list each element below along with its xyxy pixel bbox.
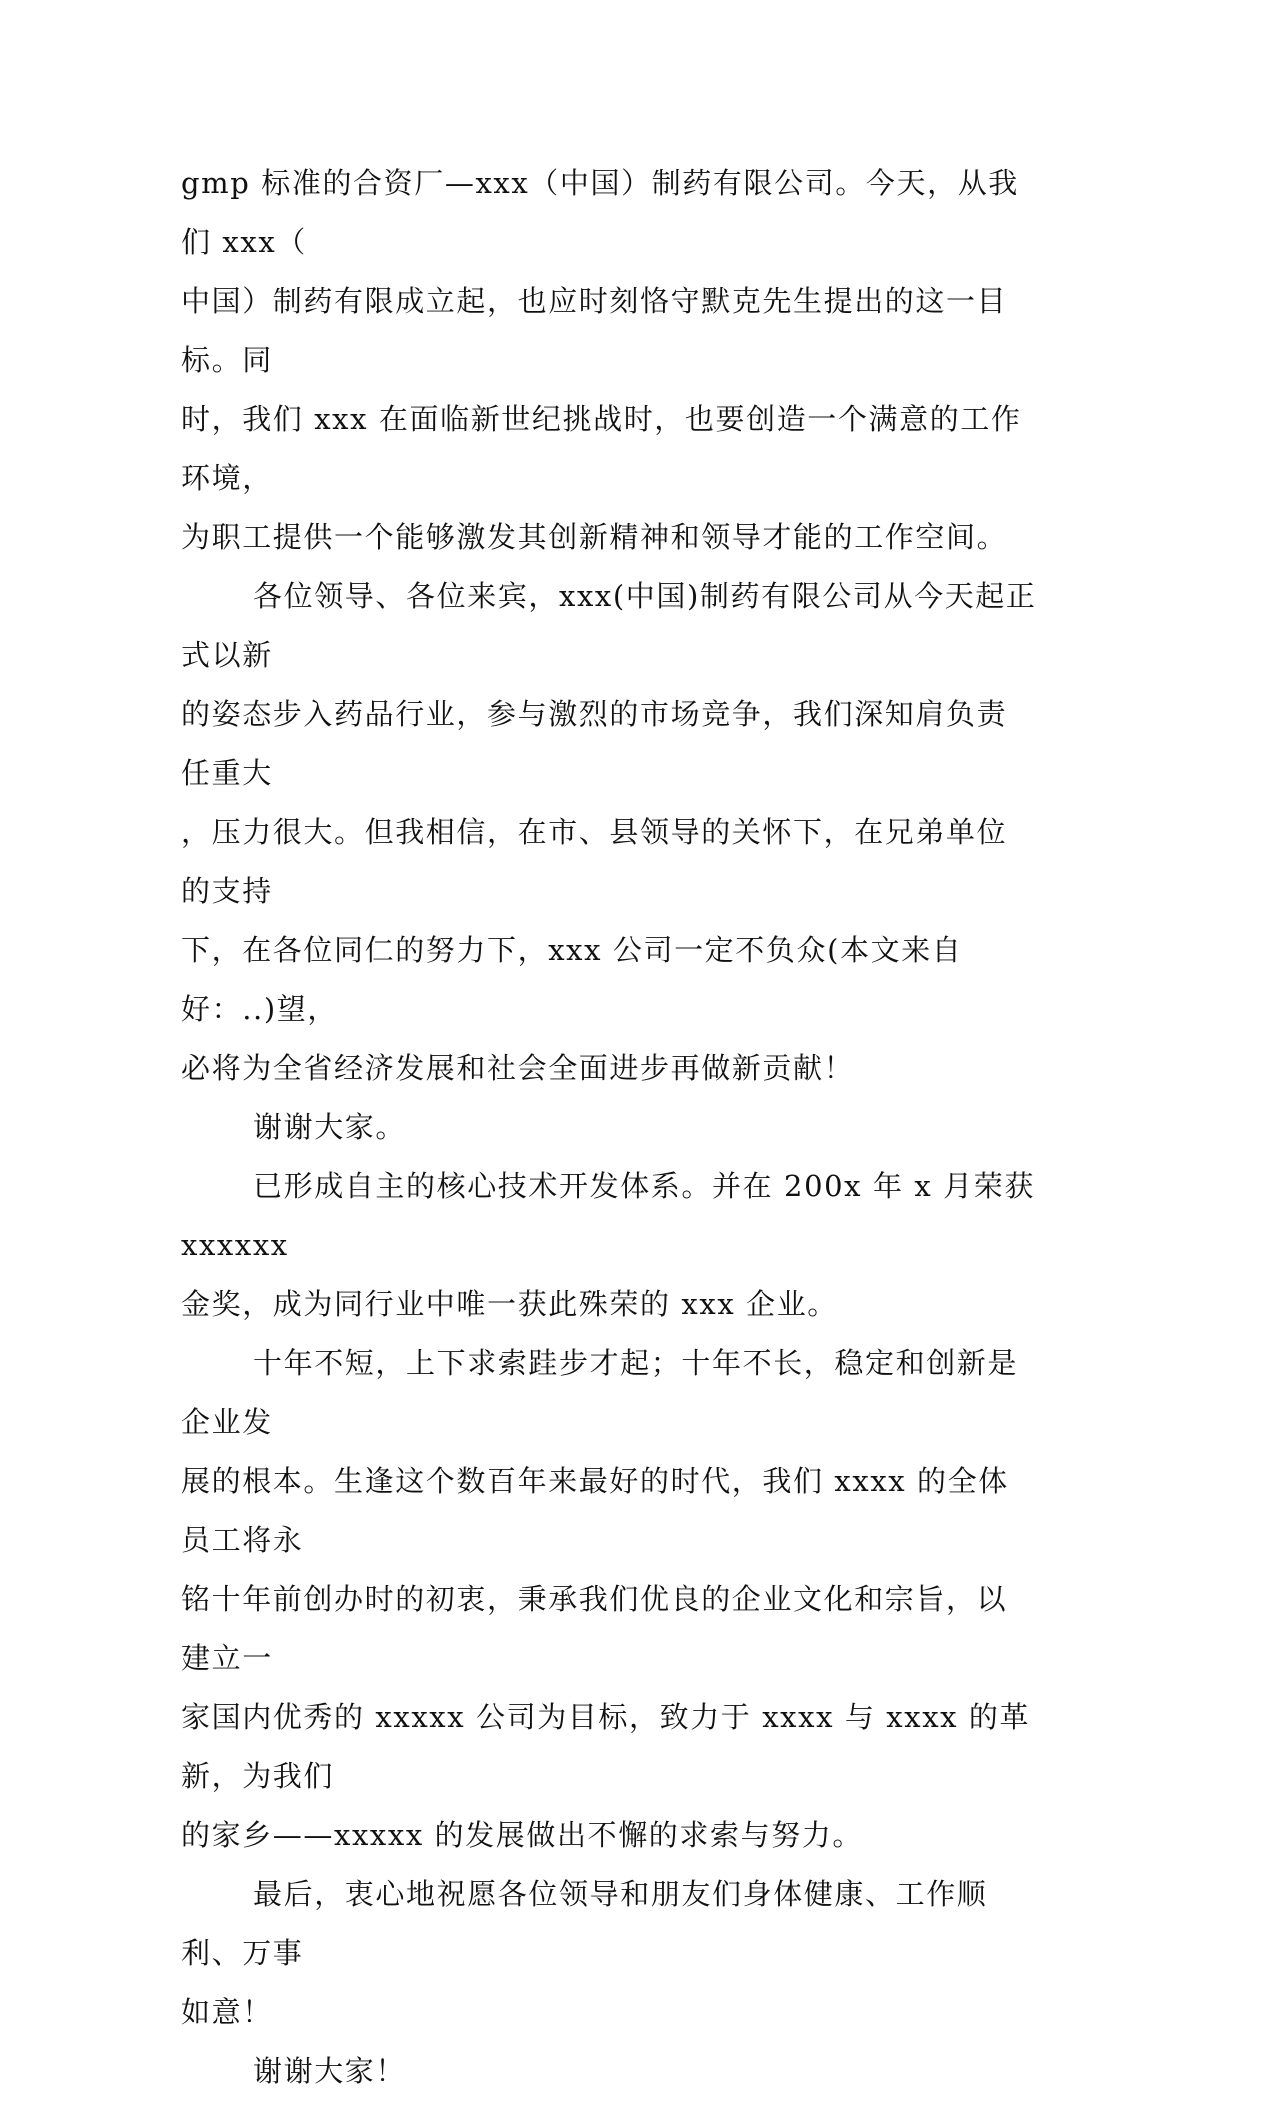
text-line: 的家乡——xxxxx 的发展做出不懈的求索与努力。: [181, 1818, 863, 1852]
paragraph-5: [181, 1334, 1037, 1865]
document-body: [181, 154, 1037, 2101]
text-line: 为职工提供一个能够激发其创新精神和领导才能的工作空间。: [181, 520, 1008, 554]
text-line: 展的根本。生逢这个数百年来最好的时代，我们 xxxx 的全体员工将永: [181, 1464, 1009, 1557]
paragraph-7: [181, 2042, 1037, 2101]
paragraph-4: [181, 1157, 1037, 1334]
text-line: 最后，衷心地祝愿各位领导和朋友们身体健康、工作顺利、万事: [181, 1877, 988, 1970]
text-line: 金奖，成为同行业中唯一获此殊荣的 xxx 企业。: [181, 1287, 838, 1321]
paragraph-1: [181, 154, 1037, 567]
text-line: 如意！: [181, 1995, 273, 2029]
text-line: 的姿态步入药品行业，参与激烈的市场竞争，我们深知肩负责任重大: [181, 697, 1008, 790]
text-line: 铭十年前创办时的初衷，秉承我们优良的企业文化和宗旨，以建立一: [181, 1582, 1008, 1675]
paragraph-3: [181, 1098, 1037, 1157]
text-line: 各位领导、各位来宾，xxx(中国)制药有限公司从今天起正式以新: [181, 579, 1037, 672]
text-line: 家国内优秀的 xxxxx 公司为目标，致力于 xxxx 与 xxxx 的革新，为我们: [181, 1700, 1031, 1793]
paragraph-2: [181, 567, 1037, 1098]
text-line: 已形成自主的核心技术开发体系。并在 200x 年 x 月荣获 xxxxxx: [181, 1169, 1035, 1262]
paragraph-6: [181, 1865, 1037, 2042]
text-line: ，压力很大。但我相信，在市、县领导的关怀下，在兄弟单位的支持: [181, 815, 1008, 908]
text-line: gmp 标准的合资厂—xxx（中国）制药有限公司。今天，从我们 xxx（: [181, 166, 1019, 259]
text-line: 下，在各位同仁的努力下，xxx 公司一定不负众(本文来自好：..)望，: [181, 933, 963, 1026]
text-line: 时，我们 xxx 在面临新世纪挑战时，也要创造一个满意的工作环境，: [181, 402, 1022, 495]
text-line: 十年不短，上下求索跬步才起；十年不长，稳定和创新是企业发: [181, 1346, 1019, 1439]
text-line: 谢谢大家！: [253, 2054, 407, 2088]
text-line: 必将为全省经济发展和社会全面进步再做新贡献！: [181, 1051, 855, 1085]
text-line: 中国）制药有限成立起，也应时刻恪守默克先生提出的这一目标。同: [181, 284, 1008, 377]
text-line: 谢谢大家。: [253, 1110, 407, 1144]
